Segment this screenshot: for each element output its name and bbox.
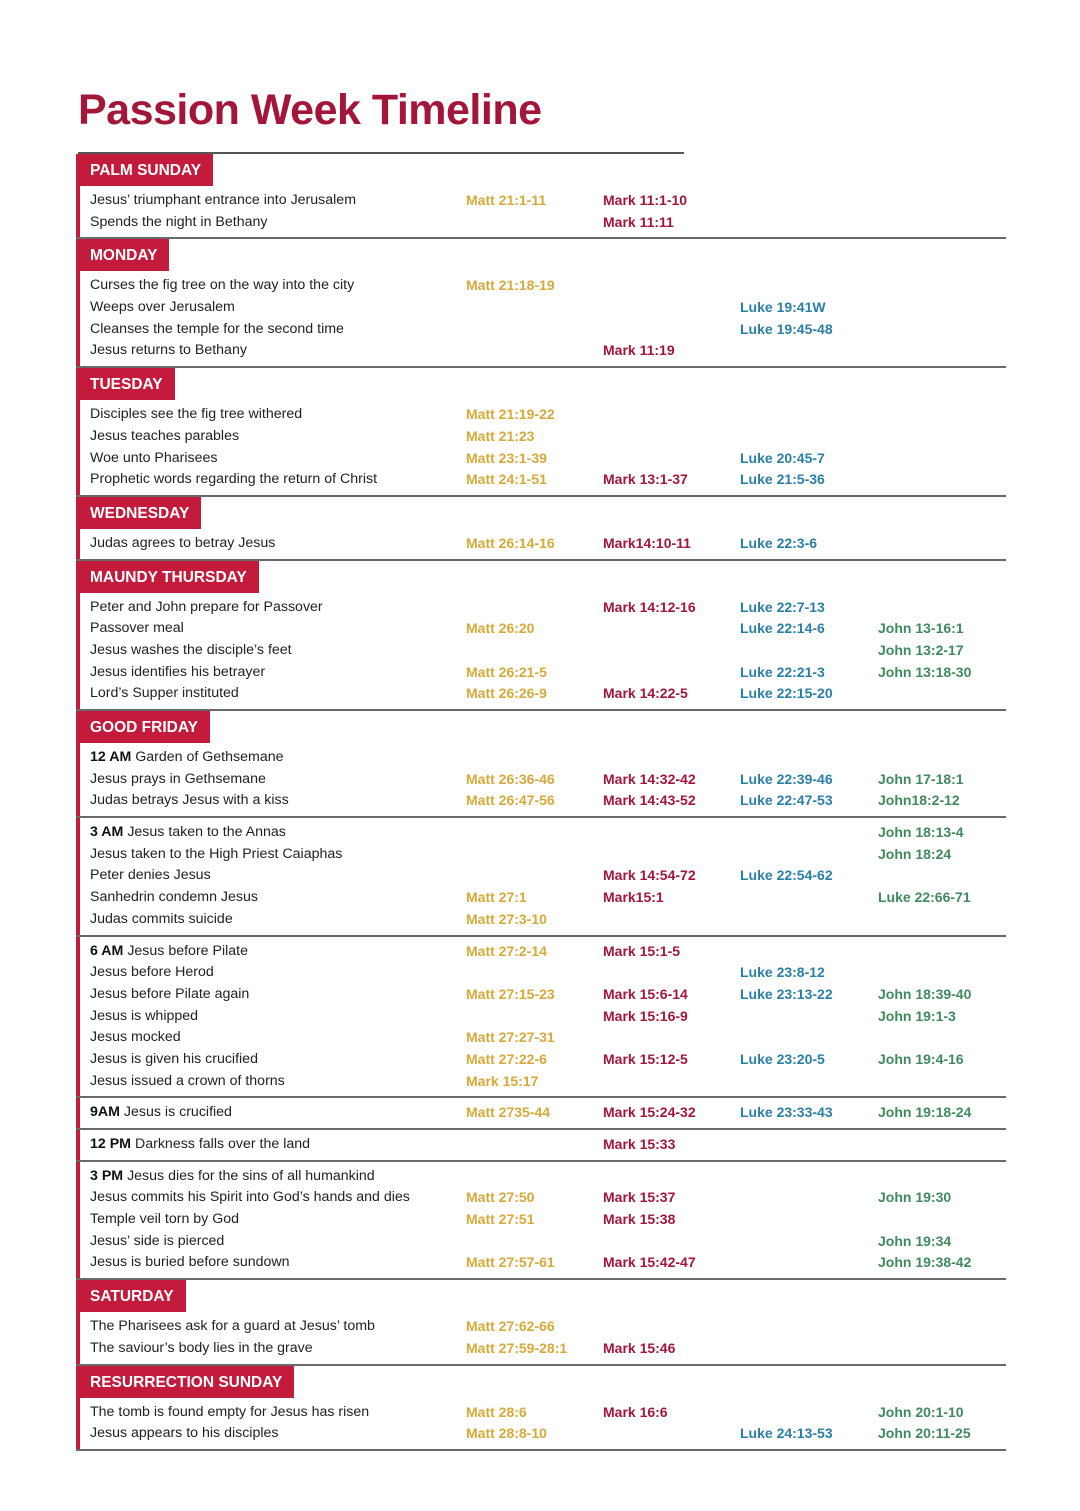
event-group: [76, 400, 1006, 497]
event-text: Jesus dies for the sins of all humankind: [127, 1167, 375, 1184]
table-row: [76, 865, 1006, 887]
event-description: [90, 597, 323, 619]
table-row: [76, 618, 1006, 640]
table-row: [76, 984, 1006, 1006]
luke-reference: Luke 22:15-20: [740, 685, 833, 702]
john-reference: John 19:30: [878, 1189, 952, 1206]
event-time: 6 AM: [90, 942, 124, 959]
event-description: [90, 340, 247, 362]
event-text: Jesus commits his Spirit into God’s hands and dies: [90, 1189, 410, 1206]
day-heading: RESURRECTION SUNDAY: [76, 1366, 294, 1398]
event-text: Prophetic words regarding the return of Christ: [90, 471, 378, 488]
event-description: [90, 1049, 258, 1071]
matt-reference: Matt 2735-44: [466, 1104, 551, 1121]
john-reference: John 13:18-30: [878, 663, 972, 680]
mark-reference: Mark 16:6: [603, 1403, 668, 1420]
day-section: [76, 711, 1006, 1280]
event-time: 3 PM: [90, 1167, 124, 1184]
matt-reference: Matt 26:36-46: [466, 770, 555, 787]
table-row: [76, 1316, 1006, 1338]
table-row: [76, 319, 1006, 341]
event-text: Judas betrays Jesus with a kiss: [90, 792, 289, 809]
event-text: Jesus appears to his disciples: [90, 1425, 279, 1442]
event-text: Jesus before Pilate again: [90, 985, 250, 1002]
luke-reference: Luke 22:54-62: [740, 867, 833, 884]
event-description: [90, 212, 267, 234]
event-description: [90, 1166, 375, 1188]
event-text: Jesus is given his crucified: [90, 1050, 258, 1067]
event-description: [90, 319, 344, 341]
table-row: [76, 1338, 1006, 1360]
event-text: Passover meal: [90, 620, 184, 637]
matt-reference: Matt 28:8-10: [466, 1425, 547, 1442]
mark-reference: Mark 15:24-32: [603, 1104, 696, 1121]
mark-reference: Mark 15:12-5: [603, 1050, 688, 1067]
event-text: Garden of Gethsemane: [135, 749, 284, 765]
day-section: [76, 368, 1006, 497]
event-text: Jesus mocked: [90, 1029, 181, 1046]
event-text: Temple veil torn by God: [90, 1211, 240, 1228]
day-heading: GOOD FRIDAY: [76, 711, 210, 743]
event-description: [90, 1102, 232, 1124]
john-reference: John 18:13-4: [878, 824, 964, 841]
table-row: [76, 790, 1006, 812]
event-text: Lord’s Supper instituted: [90, 685, 239, 702]
table-row: [76, 822, 1006, 844]
event-text: Jesus identifies his betrayer: [90, 663, 266, 680]
luke-reference: Luke 19:41W: [740, 299, 826, 316]
event-description: [90, 469, 377, 491]
event-text: Woe unto Pharisees: [90, 449, 218, 466]
day-section: [76, 1366, 1006, 1451]
matt-reference: Matt 21:23: [466, 427, 535, 444]
mark-reference: Mark14:10-11: [603, 534, 691, 551]
table-row: [76, 1166, 1006, 1188]
mark-reference: Mark 14:22-5: [603, 685, 688, 702]
day-heading: TUESDAY: [76, 368, 175, 400]
event-text: Jesus before Herod: [90, 964, 214, 981]
luke-reference: Luke 24:13-53: [740, 1425, 833, 1442]
mark-reference: Mark 14:32-42: [603, 770, 696, 787]
table-row: [76, 448, 1006, 470]
table-row: [76, 1402, 1006, 1424]
luke-reference: Luke 23:20-5: [740, 1050, 825, 1067]
event-description: [90, 618, 184, 640]
matt-reference: Matt 27:59-28:1: [466, 1339, 568, 1356]
mark-reference: Mark 15:16-9: [603, 1007, 688, 1024]
event-description: [90, 1071, 285, 1093]
matt-reference: Matt 27:22-6: [466, 1050, 547, 1067]
john-reference: John18:2-12: [878, 792, 960, 809]
event-text: Sanhedrin condemn Jesus: [90, 889, 258, 906]
event-text: Jesus before Pilate: [127, 942, 248, 959]
matt-reference: Matt 21:19-22: [466, 406, 555, 423]
event-description: [90, 640, 292, 662]
matt-reference: Matt 26:21-5: [466, 663, 547, 680]
matt-reference: Matt 27:3-10: [466, 910, 547, 927]
table-row: [76, 662, 1006, 684]
mark-reference: Mark 15:38: [603, 1211, 676, 1228]
event-description: [90, 962, 214, 984]
table-row: [76, 426, 1006, 448]
timeline-table: [76, 154, 1006, 1451]
event-text: Jesus’ side is pierced: [90, 1232, 225, 1249]
day-section: [76, 154, 1006, 239]
event-time: 9AM: [90, 1104, 120, 1121]
mark-reference: Mark 14:12-16: [603, 598, 696, 615]
mark-reference: Mark 11:1-10: [603, 192, 688, 208]
event-description: [90, 683, 239, 705]
event-group: [76, 593, 1006, 711]
mark-reference: Mark 13:1-37: [603, 471, 688, 488]
luke-reference: Luke 22:3-6: [740, 534, 818, 551]
john-reference: John 19:18-24: [878, 1104, 972, 1121]
luke-reference: Luke 23:8-12: [740, 964, 825, 981]
event-time: 12 AM: [90, 749, 132, 765]
table-row: [76, 1049, 1006, 1071]
luke-reference: Luke 19:45-48: [740, 320, 833, 337]
table-row: [76, 941, 1006, 963]
matt-reference: Matt 26:26-9: [466, 685, 547, 702]
john-reference: John 13-16:1: [878, 620, 964, 637]
mark-reference: Mark 15:37: [603, 1189, 676, 1206]
event-description: [90, 1134, 310, 1156]
table-row: [76, 1071, 1006, 1093]
table-row: [76, 1231, 1006, 1253]
john-reference: John 18:39-40: [878, 985, 972, 1002]
john-reference: John 19:34: [878, 1232, 952, 1249]
table-row: [76, 640, 1006, 662]
event-description: [90, 1338, 313, 1360]
event-group: [76, 1098, 1006, 1130]
event-text: Weeps over Jerusalem: [90, 299, 235, 316]
event-description: [90, 190, 356, 212]
event-text: Peter denies Jesus: [90, 867, 211, 884]
matt-reference: Matt 28:6: [466, 1403, 527, 1420]
event-text: Jesus issued a crown of thorns: [90, 1072, 285, 1089]
event-text: Peter and John prepare for Passover: [90, 598, 323, 615]
mark-reference: Mark 15:46: [603, 1339, 676, 1356]
event-group: [76, 1162, 1006, 1280]
event-description: [90, 297, 235, 319]
day-section: [76, 497, 1006, 561]
matt-reference: Matt 21:1-11: [466, 192, 547, 208]
page-title: Passion Week Timeline: [78, 86, 542, 134]
event-text: Jesus taken to the High Priest Caiaphas: [90, 845, 343, 862]
event-group: [76, 271, 1006, 368]
matt-reference: Matt 27:27-31: [466, 1029, 555, 1046]
event-text: Jesus returns to Bethany: [90, 342, 247, 359]
table-row: [76, 297, 1006, 319]
matt-reference: Matt 27:1: [466, 889, 527, 906]
event-description: [90, 448, 218, 470]
mark-reference: Mark 15:33: [603, 1136, 676, 1152]
event-group: [76, 186, 1006, 239]
table-row: [76, 1102, 1006, 1124]
matt-reference: Matt 26:20: [466, 620, 535, 637]
john-reference: John 18:24: [878, 845, 952, 862]
event-text: Jesus is buried before sundown: [90, 1254, 290, 1271]
day-heading: MONDAY: [76, 239, 169, 271]
event-description: [90, 865, 211, 887]
event-group: [76, 1312, 1006, 1365]
event-text: Jesus’ triumphant entrance into Jerusalem: [90, 192, 357, 208]
event-text: Jesus is crucified: [123, 1104, 232, 1121]
event-text: Jesus is whipped: [90, 1007, 199, 1024]
luke-reference: Luke 23:13-22: [740, 985, 833, 1002]
table-row: [76, 1134, 1006, 1156]
mark-reference: Mark 14:43-52: [603, 792, 696, 809]
event-text: Cleanses the temple for the second time: [90, 320, 344, 337]
matt-reference: Matt 21:18-19: [466, 277, 555, 294]
table-row: [76, 683, 1006, 705]
event-text: Jesus washes the disciple’s feet: [90, 641, 292, 658]
event-description: [90, 887, 258, 909]
day-heading: MAUNDY THURSDAY: [76, 561, 259, 593]
matt-reference: Matt 26:14-16: [466, 534, 555, 551]
table-row: [76, 887, 1006, 909]
event-text: Jesus taken to the Annas: [127, 824, 286, 841]
table-row: [76, 190, 1006, 212]
mark-reference: Mark 11:19: [603, 342, 675, 359]
john-reference: John 13:2-17: [878, 641, 964, 658]
event-description: [90, 1316, 375, 1338]
event-description: [90, 1423, 278, 1445]
event-description: [90, 662, 265, 684]
matt-reference: Matt 27:15-23: [466, 985, 555, 1002]
day-heading: WEDNESDAY: [76, 497, 201, 529]
table-row: [76, 909, 1006, 931]
event-description: [90, 1027, 181, 1049]
event-description: [90, 275, 354, 297]
john-reference: John 19:1-3: [878, 1007, 956, 1024]
matt-reference: Matt 24:1-51: [466, 471, 547, 488]
event-description: [90, 769, 266, 791]
event-text: The Pharisees ask for a guard at Jesus’ tomb: [90, 1318, 375, 1335]
table-row: [76, 1006, 1006, 1028]
event-group: [76, 818, 1006, 936]
john-reference: John 20:11-25: [878, 1425, 971, 1442]
event-text: Darkness falls over the land: [134, 1136, 311, 1152]
luke-reference: Luke 20:45-7: [740, 449, 825, 466]
john-reference: Luke 22:66-71: [878, 889, 971, 906]
event-description: [90, 909, 233, 931]
matt-reference: Matt 27:57-61: [466, 1254, 555, 1271]
table-row: [76, 469, 1006, 491]
event-description: [90, 533, 275, 555]
event-description: [90, 1252, 290, 1274]
day-heading: PALM SUNDAY: [76, 154, 213, 186]
event-description: [90, 426, 239, 448]
matt-reference: Matt 27:2-14: [466, 942, 547, 959]
john-reference: John 19:38-42: [878, 1254, 972, 1271]
event-text: Spends the night in Bethany: [90, 213, 268, 230]
event-description: [90, 844, 342, 866]
mark-reference: Mark 15:42-47: [603, 1254, 696, 1271]
event-text: The tomb is found empty for Jesus has risen: [90, 1403, 370, 1420]
table-row: [76, 275, 1006, 297]
event-text: Disciples see the fig tree withered: [90, 406, 303, 423]
mark-reference: Mark 11:11: [603, 213, 674, 230]
event-description: [90, 822, 286, 844]
event-description: [90, 404, 302, 426]
luke-reference: Luke 21:5-36: [740, 471, 825, 488]
table-row: [76, 747, 1006, 769]
luke-reference: Luke 22:14-6: [740, 620, 825, 637]
table-row: [76, 769, 1006, 791]
table-row: [76, 1423, 1006, 1445]
table-row: [76, 1027, 1006, 1049]
matt-reference: Matt 27:51: [466, 1211, 535, 1228]
luke-reference: Luke 23:33-43: [740, 1104, 833, 1121]
day-section: [76, 1280, 1006, 1365]
john-reference: John 19:4-16: [878, 1050, 964, 1067]
table-row: [76, 962, 1006, 984]
event-description: [90, 1187, 410, 1209]
event-text: Curses the fig tree on the way into the city: [90, 277, 355, 294]
matt-reference: Matt 27:50: [466, 1189, 535, 1206]
mark-reference: Mark 14:54-72: [603, 867, 696, 884]
event-text: Jesus teaches parables: [90, 427, 240, 444]
mark-reference: Mark15:1: [603, 889, 664, 906]
john-reference: John 17-18:1: [878, 770, 964, 787]
table-row: [76, 1252, 1006, 1274]
mark-reference: Mark 15:6-14: [603, 985, 688, 1002]
event-group: [76, 529, 1006, 561]
event-text: Judas commits suicide: [90, 910, 233, 927]
matt-reference: Matt 23:1-39: [466, 449, 547, 466]
john-reference: John 20:1-10: [878, 1403, 964, 1420]
day-section: [76, 561, 1006, 711]
table-row: [76, 533, 1006, 555]
table-row: [76, 1209, 1006, 1231]
event-group: [76, 937, 1006, 1099]
event-group: [76, 1398, 1006, 1451]
event-text: Jesus prays in Gethsemane: [90, 770, 266, 787]
matt-reference: Matt 26:47-56: [466, 792, 555, 809]
event-description: [90, 984, 249, 1006]
luke-reference: Luke 22:21-3: [740, 663, 825, 680]
event-description: [90, 1209, 239, 1231]
event-text: The saviour’s body lies in the grave: [90, 1339, 313, 1356]
day-heading: SATURDAY: [76, 1280, 186, 1312]
event-text: Judas agrees to betray Jesus: [90, 534, 276, 551]
matt-reference: Mark 15:17: [466, 1072, 539, 1089]
event-description: [90, 941, 248, 963]
event-group: [76, 1130, 1006, 1162]
day-section: [76, 239, 1006, 368]
event-description: [90, 1231, 224, 1253]
event-time: 12 PM: [90, 1136, 132, 1152]
table-row: [76, 1187, 1006, 1209]
luke-reference: Luke 22:39-46: [740, 770, 833, 787]
event-time: 3 AM: [90, 824, 124, 841]
matt-reference: Matt 27:62-66: [466, 1318, 555, 1335]
table-row: [76, 404, 1006, 426]
luke-reference: Luke 22:47-53: [740, 792, 833, 809]
event-description: [90, 1006, 198, 1028]
table-row: [76, 844, 1006, 866]
event-description: [90, 747, 284, 769]
event-description: [90, 790, 289, 812]
event-group: [76, 743, 1006, 818]
event-description: [90, 1402, 369, 1424]
mark-reference: Mark 15:1-5: [603, 942, 681, 959]
table-row: [76, 340, 1006, 362]
table-row: [76, 212, 1006, 234]
table-row: [76, 597, 1006, 619]
luke-reference: Luke 22:7-13: [740, 598, 825, 615]
